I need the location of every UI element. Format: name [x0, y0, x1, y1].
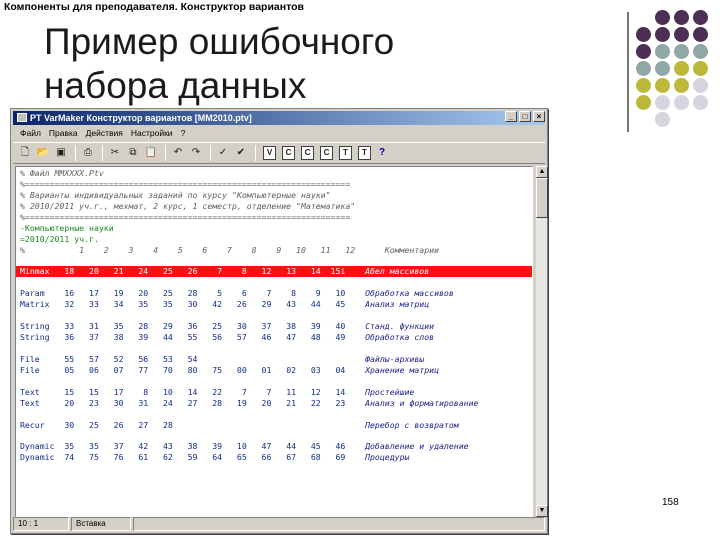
task-name: Recur: [20, 419, 65, 430]
decorative-dot: [636, 61, 651, 76]
toolbar-separator: [210, 145, 211, 161]
task-name: Text: [20, 397, 65, 408]
task-numbers: 32 33 34 35 35 30 42 26 29 43 44 45: [64, 299, 366, 310]
copy-icon[interactable]: ⧉: [129, 147, 137, 158]
decorative-dot: [655, 44, 670, 59]
spellcheck-icon[interactable]: ✓: [218, 147, 228, 158]
toolbar-button-c2[interactable]: C: [301, 146, 314, 160]
task-numbers: 16 17 19 20 25 28 5 6 7 8 9 10: [64, 288, 366, 299]
menu-bar: [13, 127, 545, 140]
task-comment: Анализ матриц: [365, 299, 430, 310]
task-name: [20, 409, 64, 419]
editor-line: % 1 2 3 4 5 6 7 8 9 10 11 12 Комментарии: [20, 244, 439, 255]
scroll-down-arrow-icon[interactable]: ▼: [536, 505, 548, 517]
editor-data-line: [20, 354, 533, 365]
app-icon: [17, 113, 27, 122]
menu-settings[interactable]: Настройки: [130, 128, 173, 138]
decorative-divider: [627, 12, 629, 132]
task-numbers: [64, 343, 365, 353]
editor-line: %==================================================================: [20, 178, 351, 189]
toolbar-separator: [102, 145, 103, 161]
decorative-dot: [636, 78, 651, 93]
task-name: Dynamic: [20, 452, 65, 463]
task-comment: Процедуры: [365, 452, 410, 463]
task-comment: Простейшие: [365, 386, 415, 397]
toolbar-button-c3[interactable]: C: [320, 146, 333, 160]
editor-content: [20, 168, 533, 463]
editor-line: % Файл MMXXXX.Ptv: [20, 168, 104, 178]
editor-data-line: [20, 288, 533, 299]
task-numbers: [64, 310, 365, 320]
editor-data-line: [20, 452, 533, 463]
decorative-dot: [655, 112, 670, 127]
editor-data-line: [20, 321, 533, 332]
toolbar-button-c1[interactable]: C: [282, 146, 295, 160]
task-name: Param: [20, 288, 65, 299]
decorative-dot: [655, 95, 670, 110]
task-name: Text: [20, 386, 65, 397]
editor-line: [20, 256, 533, 267]
vertical-scrollbar[interactable]: [535, 166, 547, 517]
paste-icon[interactable]: 📋: [144, 147, 158, 158]
task-name: [20, 376, 64, 386]
task-numbers: 36 37 38 39 44 55 56 57 46 47 48 49: [64, 332, 366, 343]
editor-data-line: [20, 409, 533, 420]
decorative-dot: [655, 61, 670, 76]
editor-data-line: [20, 398, 533, 409]
decorative-dot: [636, 44, 651, 59]
editor-data-line: [20, 332, 533, 343]
open-folder-icon[interactable]: 📂: [36, 147, 50, 158]
decorative-dot-grid: [636, 10, 720, 130]
task-comment: Абел массивов: [365, 266, 430, 277]
editor-data-line: [20, 387, 533, 398]
task-numbers: 18 20 21 24 25 26 7 8 12 13 14 15i: [64, 266, 366, 277]
editor-data-line: [20, 310, 533, 321]
save-icon[interactable]: ▣: [56, 147, 66, 158]
decorative-dot: [693, 95, 708, 110]
task-comment: Файлы-архивы: [365, 353, 425, 364]
task-numbers: [64, 409, 365, 419]
menu-edit[interactable]: Правка: [48, 128, 78, 138]
spellcheck-alt-icon[interactable]: ✔: [236, 147, 246, 158]
decorative-dot: [693, 44, 708, 59]
window-titlebar[interactable]: [13, 111, 545, 125]
decorative-dot: [674, 61, 689, 76]
decorative-dot: [674, 27, 689, 42]
editor-line: % Варианты индивидуальных заданий по курсу "Компьютерные науки": [20, 189, 331, 200]
close-button[interactable]: ×: [533, 111, 545, 122]
decorative-dot: [674, 44, 689, 59]
page-number: 158: [662, 497, 679, 508]
editor-data-line: [20, 343, 533, 354]
task-numbers: 30 25 26 27 28: [64, 419, 366, 430]
maximize-button[interactable]: □: [519, 111, 531, 122]
editor-line: % 2010/2011 уч.г., мехмат, 2 курс, 1 семестр, отделение "Математика": [20, 200, 356, 211]
task-name: Dynamic: [20, 441, 65, 452]
redo-icon[interactable]: ↷: [191, 147, 201, 158]
menu-help[interactable]: ?: [180, 128, 186, 138]
task-comment: Анализ и форматирование: [365, 397, 479, 408]
toolbar-button-t2[interactable]: T: [358, 146, 371, 160]
task-numbers: [64, 376, 365, 386]
task-name: String: [20, 332, 65, 343]
task-name: [20, 310, 64, 320]
window-title: PT VarMaker Конструктор вариантов [MM2010.ptv]: [30, 113, 252, 123]
status-cursor-position: 10 : 1: [13, 517, 69, 531]
task-name: Matrix: [20, 299, 65, 310]
task-numbers: [64, 431, 365, 441]
decorative-dot: [674, 95, 689, 110]
toolbar-separator: [255, 145, 256, 161]
decorative-dot: [636, 95, 651, 110]
decorative-dot: [655, 10, 670, 25]
task-comment: Добавление и удаление: [365, 441, 469, 452]
slide-title-line-1: Пример ошибочного: [44, 21, 395, 62]
task-comment: Станд. функции: [365, 321, 435, 332]
editor-data-line: [20, 441, 533, 452]
menu-actions[interactable]: Действия: [85, 128, 123, 138]
decorative-dot: [674, 10, 689, 25]
slide-title: [44, 20, 394, 108]
editor-data-line: [20, 365, 533, 376]
toolbar-button-t1[interactable]: T: [339, 146, 352, 160]
task-numbers: 33 31 35 28 29 36 25 30 37 38 39 40: [64, 321, 366, 332]
task-numbers: [64, 277, 365, 287]
status-insert-mode: Вставка: [71, 517, 131, 531]
editor-data-line: [20, 431, 533, 442]
toolbar-separator: [75, 145, 76, 161]
task-numbers: 05 06 07 77 70 80 75 00 01 02 03 04: [64, 364, 366, 375]
toolbar: [13, 142, 545, 164]
menu-file[interactable]: Файл: [20, 128, 41, 138]
status-bar: [13, 517, 545, 531]
task-name: [20, 431, 64, 441]
editor-data-line: [20, 299, 533, 310]
editor-data-line: [20, 376, 533, 387]
task-name: [20, 343, 64, 353]
minimize-button[interactable]: _: [505, 111, 517, 122]
task-comment: Обработка слов: [365, 332, 435, 343]
task-comment: Перебор с возвратом: [365, 419, 459, 430]
decorative-dot: [655, 78, 670, 93]
editor-data-line: [20, 277, 533, 288]
task-numbers: 20 23 30 31 24 27 28 19 20 21 22 23: [64, 397, 366, 408]
decorative-dot: [693, 27, 708, 42]
print-icon[interactable]: ⎙: [84, 147, 92, 158]
editor-line: =2010/2011 уч.г.: [20, 233, 99, 244]
task-numbers: 55 57 52 56 53 54: [64, 353, 366, 364]
toolbar-button-v[interactable]: V: [263, 146, 276, 160]
decorative-dot: [693, 10, 708, 25]
task-name: File: [20, 364, 65, 375]
decorative-dot: [693, 61, 708, 76]
cut-icon[interactable]: ✂: [110, 147, 120, 158]
task-comment: Обработка массивов: [365, 288, 454, 299]
editor-error-line: [16, 266, 533, 277]
task-numbers: 74 75 76 61 62 59 64 65 66 67 68 69: [64, 452, 366, 463]
scroll-up-arrow-icon[interactable]: ▲: [536, 166, 548, 178]
undo-icon[interactable]: ↶: [173, 147, 183, 158]
window-controls: [505, 111, 545, 122]
task-name: [20, 277, 64, 287]
task-name: File: [20, 353, 65, 364]
task-name: String: [20, 321, 65, 332]
toolbar-separator: [165, 145, 166, 161]
slide-header: Компоненты для преподавателя. Конструктор вариантов: [4, 1, 304, 13]
code-editor[interactable]: [15, 166, 533, 517]
application-window: [10, 108, 548, 534]
editor-data-line: [20, 420, 533, 431]
help-button[interactable]: ?: [378, 147, 386, 158]
decorative-dot: [674, 78, 689, 93]
task-name: Minmax: [20, 266, 65, 277]
slide-title-line-2: набора данных: [44, 65, 307, 106]
decorative-dot: [693, 78, 708, 93]
decorative-dot: [636, 27, 651, 42]
editor-line: %==================================================================: [20, 211, 351, 222]
task-comment: Хранение матриц: [365, 364, 440, 375]
new-file-icon[interactable]: 🗋: [20, 147, 30, 158]
task-numbers: 35 35 37 42 43 38 39 10 47 44 45 46: [64, 441, 366, 452]
scrollbar-thumb[interactable]: [536, 178, 548, 218]
task-numbers: 15 15 17 8 10 14 22 7 7 11 12 14: [64, 386, 366, 397]
editor-line: -Компьютерные науки: [20, 222, 114, 233]
decorative-dot: [655, 27, 670, 42]
status-empty-panel: [133, 517, 545, 531]
